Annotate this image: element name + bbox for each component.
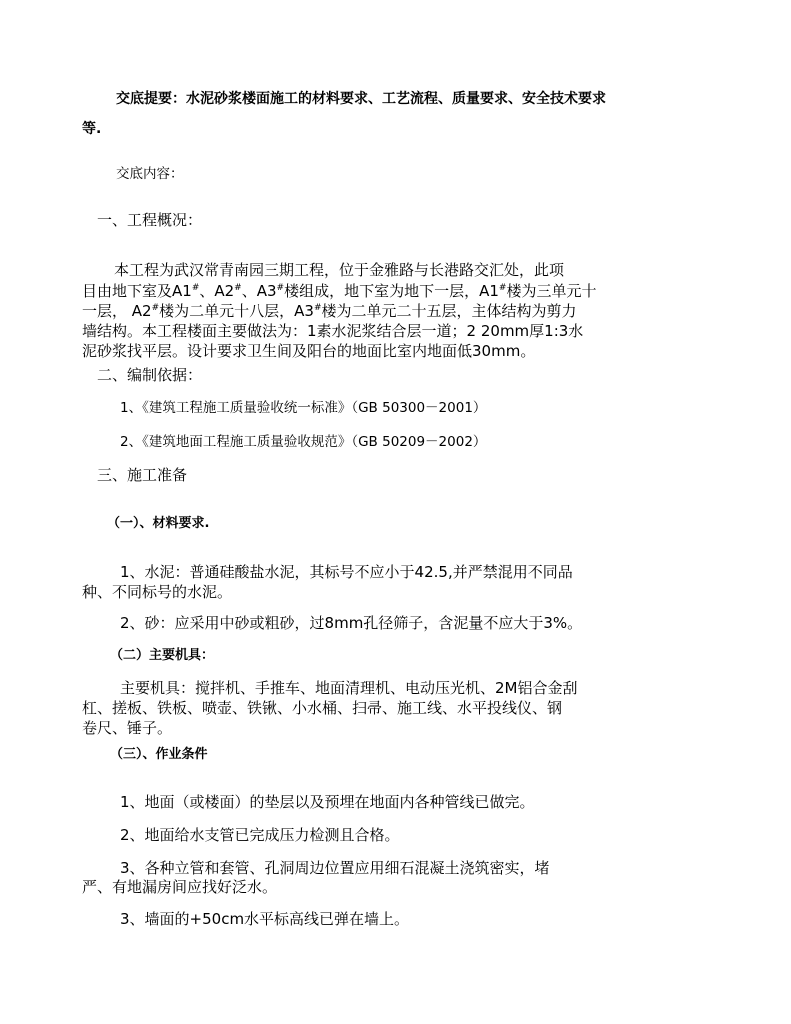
conditions-heading: （三）、作业条件 [110,747,208,762]
overview-text: 本工程为武汉常青南园三期工程，位于金雅路与长港路交汇处，此项 [114,261,565,279]
conditions-item-4: 3、墙面的+50cm水平标高线已弹在墙上。 [120,910,410,928]
tools-line-1: 主要机具：搅拌机、手推车、地面清理机、电动压光机、2M铝合金刮 [120,679,578,697]
conditions-item-3-line-2: 严、有地漏房间应找好泛水。 [82,878,278,896]
conditions-item-2: 2、地面给水支管已完成压力检测且合格。 [120,826,400,844]
superscript: # [191,283,200,293]
overview-line-5 [82,341,535,362]
summary-line-2: 等. [82,121,102,137]
materials-item-1-line-2: 种、不同标号的水泥。 [82,583,233,601]
overview-text: 、A2 [199,282,235,300]
materials-heading: （一）、材料要求. [107,516,210,531]
overview-text: 一层， A2 [82,302,152,320]
overview-text: 楼为二单元十八层，A3 [159,302,314,320]
overview-text: 目由地下室及A1 [82,282,192,300]
section3-heading: 三、施工准备 [97,466,188,484]
conditions-item-3-line-1: 3、各种立管和套管、孔洞周边位置应用细石混凝土浇筑密实，堵 [120,859,550,877]
superscript: # [234,283,242,293]
summary-line-1: 交底提要：水泥砂浆楼面施工的材料要求、工艺流程、质量要求、安全技术要求 [116,91,606,107]
overview-text: 墙结构。本工程楼面主要做法为：1素水泥浆结合层一道；2 20mm厚1:3水 [82,322,584,340]
conditions-item-1: 1、地面（或楼面）的垫层以及预埋在地面内各种管线已做完。 [120,793,535,811]
section2-heading: 二、编制依据： [97,366,203,384]
superscript: # [313,303,322,313]
overview-line-1 [114,260,564,281]
overview-line-4 [82,321,583,342]
overview-text: 、A3 [241,282,277,300]
materials-item-1-line-1: 1、水泥：普通硅酸盐水泥，其标号不应小于42.5,并严禁混用不同品 [120,563,573,581]
overview-text: 楼为二单元二十五层，主体结构为剪力 [321,302,577,320]
basis-item-2: 2、《建筑地面工程施工质量验收规范》（GB 50209－2002） [120,434,487,450]
superscript: # [498,283,507,293]
overview-text: 楼为三单元十 [506,282,597,300]
superscript: # [151,303,160,313]
overview-text: 楼组成，地下室为地下一层，A1 [284,282,499,300]
tools-line-3: 卷尺、锤子。 [82,719,173,737]
overview-text: 泥砂浆找平层。设计要求卫生间及阳台的地面比室内地面低30mm。 [82,342,536,360]
basis-item-1: 1、《建筑工程施工质量验收统一标准》（GB 50300－2001） [120,400,487,416]
tools-line-2: 杠、搓板、铁板、喷壶、铁锹、小水桶、扫帚、施工线、水平投线仪、钢 [82,699,563,717]
content-label: 交底内容： [116,166,184,182]
tools-heading: （二）主要机具： [110,648,215,663]
materials-item-2: 2、砂：应采用中砂或粗砂，过8mm孔径筛子，含泥量不应大于3%。 [120,614,583,632]
overview-line-2 [82,281,596,302]
superscript: # [276,283,285,293]
section1-heading: 一、工程概况： [97,211,203,229]
overview-line-3 [82,301,577,322]
